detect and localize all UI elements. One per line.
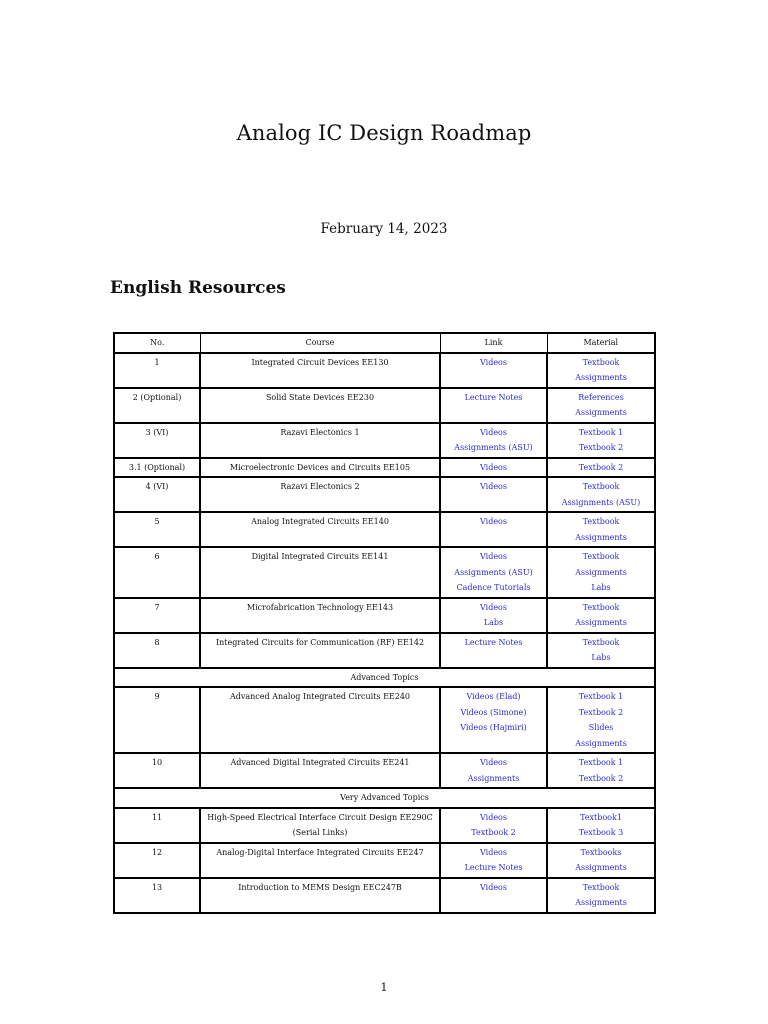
- cell-course: [200, 458, 440, 478]
- course-name: Razavi Electonics 2: [280, 482, 360, 491]
- cell-links: [440, 753, 547, 788]
- material-link[interactable]: Textbook 1: [578, 427, 624, 437]
- resource-link[interactable]: Videos: [480, 552, 507, 561]
- section-row: [114, 788, 655, 808]
- resource-link[interactable]: Videos: [480, 357, 507, 367]
- material-link[interactable]: Labs: [591, 653, 611, 662]
- cell-course: [200, 753, 440, 788]
- roadmap-table: [113, 332, 656, 914]
- course-name: Advanced Digital Integrated Circuits EE241: [230, 758, 410, 767]
- table-row: [114, 477, 655, 512]
- course-name: (Serial Links): [292, 828, 348, 837]
- section-row: [114, 668, 655, 688]
- resource-link[interactable]: Videos: [480, 517, 507, 526]
- table-row: [114, 633, 655, 668]
- cell-links: [440, 547, 547, 598]
- course-name: Digital Integrated Circuits EE141: [251, 552, 389, 561]
- course-name: Analog-Digital Interface Integrated Circuits EE247: [216, 847, 424, 857]
- resource-link[interactable]: Videos: [480, 427, 507, 437]
- cell-no: 12: [114, 843, 200, 878]
- cell-links: [440, 353, 547, 388]
- cell-links: [440, 598, 547, 633]
- material-link[interactable]: Slides: [588, 723, 614, 732]
- cell-course: [200, 878, 440, 913]
- cell-no: 11: [114, 808, 200, 843]
- cell-materials: [547, 388, 655, 423]
- table-row: [114, 547, 655, 598]
- section-heading: English Resources: [110, 278, 286, 298]
- material-link[interactable]: Textbook: [582, 517, 620, 526]
- cell-materials: [547, 878, 655, 913]
- material-link[interactable]: Assignments: [575, 863, 627, 872]
- resource-link[interactable]: Videos (Simone): [460, 707, 527, 717]
- cell-no: 10: [114, 753, 200, 788]
- cell-no: 8: [114, 633, 200, 668]
- cell-links: [440, 633, 547, 668]
- table-row: [114, 598, 655, 633]
- cell-no: 9: [114, 687, 200, 753]
- course-name: Microfabrication Technology EE143: [246, 602, 394, 612]
- cell-no: 5: [114, 512, 200, 547]
- resource-link[interactable]: Videos: [480, 847, 507, 857]
- material-link[interactable]: Assignments: [575, 567, 627, 577]
- resource-link[interactable]: Videos: [480, 462, 507, 472]
- cell-course: [200, 423, 440, 458]
- cell-no: 2 (Optional): [114, 388, 200, 423]
- course-name: Advanced Analog Integrated Circuits EE240: [229, 692, 411, 701]
- resource-link[interactable]: Lecture Notes: [464, 392, 523, 402]
- resource-link[interactable]: Videos: [480, 758, 507, 767]
- table-row: [114, 878, 655, 913]
- table-row: [114, 687, 655, 753]
- table-body: [114, 353, 655, 913]
- cell-materials: [547, 353, 655, 388]
- cell-no: 4 (VI): [114, 477, 200, 512]
- cell-course: [200, 633, 440, 668]
- resource-link[interactable]: Labs: [483, 618, 504, 627]
- cell-links: [440, 423, 547, 458]
- material-link[interactable]: Assignments: [575, 532, 627, 542]
- cell-materials: [547, 547, 655, 598]
- material-link[interactable]: References: [578, 392, 624, 402]
- table-row: [114, 353, 655, 388]
- cell-materials: [547, 423, 655, 458]
- course-name: Introduction to MEMS Design EEC247B: [238, 882, 402, 892]
- resource-link[interactable]: Assignments (ASU): [454, 443, 533, 452]
- table-header-row: [114, 333, 655, 353]
- material-link[interactable]: Textbook 2: [578, 443, 624, 452]
- cell-materials: [547, 753, 655, 788]
- material-link[interactable]: Textbook: [582, 882, 620, 892]
- cell-links: [440, 878, 547, 913]
- page-number: 1: [380, 981, 388, 994]
- cell-course: [200, 477, 440, 512]
- cell-course: [200, 687, 440, 753]
- cell-materials: [547, 687, 655, 753]
- table-row: [114, 843, 655, 878]
- material-link[interactable]: Textbook: [582, 357, 620, 367]
- cell-links: [440, 512, 547, 547]
- resource-link[interactable]: Assignments (ASU): [454, 567, 533, 577]
- material-link[interactable]: Textbook 1: [578, 758, 624, 767]
- table-row: [114, 753, 655, 788]
- cell-materials: [547, 843, 655, 878]
- course-name: Microelectronic Devices and Circuits EE105: [229, 462, 411, 472]
- document-title: Analog IC Design Roadmap: [236, 121, 532, 145]
- table-row: [114, 512, 655, 547]
- material-link[interactable]: Textbook 3: [578, 828, 624, 837]
- material-link[interactable]: Textbook 2: [578, 462, 624, 472]
- cell-materials: [547, 477, 655, 512]
- cell-course: [200, 808, 440, 843]
- resource-link[interactable]: Textbook 2: [471, 828, 516, 837]
- course-name: Solid State Devices EE230: [265, 392, 375, 402]
- table-row: [114, 808, 655, 843]
- cell-links: [440, 458, 547, 478]
- resource-link[interactable]: Videos: [480, 812, 507, 822]
- header-link: Link: [440, 333, 547, 353]
- material-link[interactable]: Assignments: [575, 408, 627, 417]
- material-link[interactable]: Assignments: [575, 373, 627, 382]
- course-name: Integrated Circuit Devices EE130: [251, 357, 389, 367]
- material-link[interactable]: Textbooks: [580, 847, 622, 857]
- course-name: Integrated Circuits for Communication (RF) EE142: [215, 637, 425, 647]
- cell-materials: [547, 633, 655, 668]
- cell-course: [200, 353, 440, 388]
- resource-link[interactable]: Cadence Tutorials: [456, 583, 531, 592]
- cell-course: [200, 843, 440, 878]
- cell-no: 1: [114, 353, 200, 388]
- cell-materials: [547, 512, 655, 547]
- cell-no: 6: [114, 547, 200, 598]
- header-material: Material: [547, 333, 655, 353]
- cell-links: [440, 843, 547, 878]
- resource-link[interactable]: Lecture Notes: [464, 637, 523, 647]
- cell-links: [440, 388, 547, 423]
- cell-course: [200, 512, 440, 547]
- table-row: [114, 423, 655, 458]
- header-no: No.: [114, 333, 200, 353]
- material-link[interactable]: Textbook 1: [578, 692, 624, 701]
- material-link[interactable]: Textbook: [582, 637, 620, 647]
- section-label: Advanced Topics: [114, 668, 655, 688]
- material-link[interactable]: Textbook 2: [578, 707, 624, 717]
- material-link[interactable]: Labs: [591, 583, 611, 592]
- section-label: Very Advanced Topics: [114, 788, 655, 808]
- cell-materials: [547, 808, 655, 843]
- cell-no: 3 (VI): [114, 423, 200, 458]
- resource-link[interactable]: Videos: [480, 882, 507, 892]
- resource-link[interactable]: Videos (Hajmiri): [460, 723, 527, 732]
- material-link[interactable]: Textbook: [582, 602, 620, 612]
- resource-link[interactable]: Videos: [480, 482, 507, 491]
- material-link[interactable]: Assignments (ASU): [561, 497, 641, 507]
- cell-materials: [547, 458, 655, 478]
- document-date: February 14, 2023: [320, 221, 448, 237]
- cell-no: 13: [114, 878, 200, 913]
- header-course: Course: [200, 333, 440, 353]
- cell-course: [200, 598, 440, 633]
- material-link[interactable]: Textbook1: [580, 812, 622, 822]
- material-link[interactable]: Assignments: [575, 738, 627, 748]
- material-link[interactable]: Textbook 2: [578, 773, 624, 783]
- material-link[interactable]: Assignments: [575, 898, 627, 907]
- cell-no: 3.1 (Optional): [114, 458, 200, 478]
- cell-links: [440, 477, 547, 512]
- resource-link[interactable]: Assignments: [467, 773, 520, 783]
- material-link[interactable]: Textbook: [582, 552, 620, 561]
- table-row: [114, 458, 655, 478]
- material-link[interactable]: Assignments: [575, 618, 627, 627]
- cell-no: 7: [114, 598, 200, 633]
- table-row: [114, 388, 655, 423]
- resource-link[interactable]: Videos: [480, 602, 507, 612]
- cell-materials: [547, 598, 655, 633]
- cell-links: [440, 808, 547, 843]
- cell-course: [200, 547, 440, 598]
- course-name: Razavi Electonics 1: [280, 427, 360, 437]
- course-name: High-Speed Electrical Interface Circuit Design EE290C: [207, 812, 433, 822]
- cell-course: [200, 388, 440, 423]
- cell-links: [440, 687, 547, 753]
- resource-link[interactable]: Videos (Elad): [466, 692, 521, 701]
- resource-link[interactable]: Lecture Notes: [464, 863, 523, 872]
- material-link[interactable]: Textbook: [582, 482, 620, 491]
- course-name: Analog Integrated Circuits EE140: [251, 517, 389, 526]
